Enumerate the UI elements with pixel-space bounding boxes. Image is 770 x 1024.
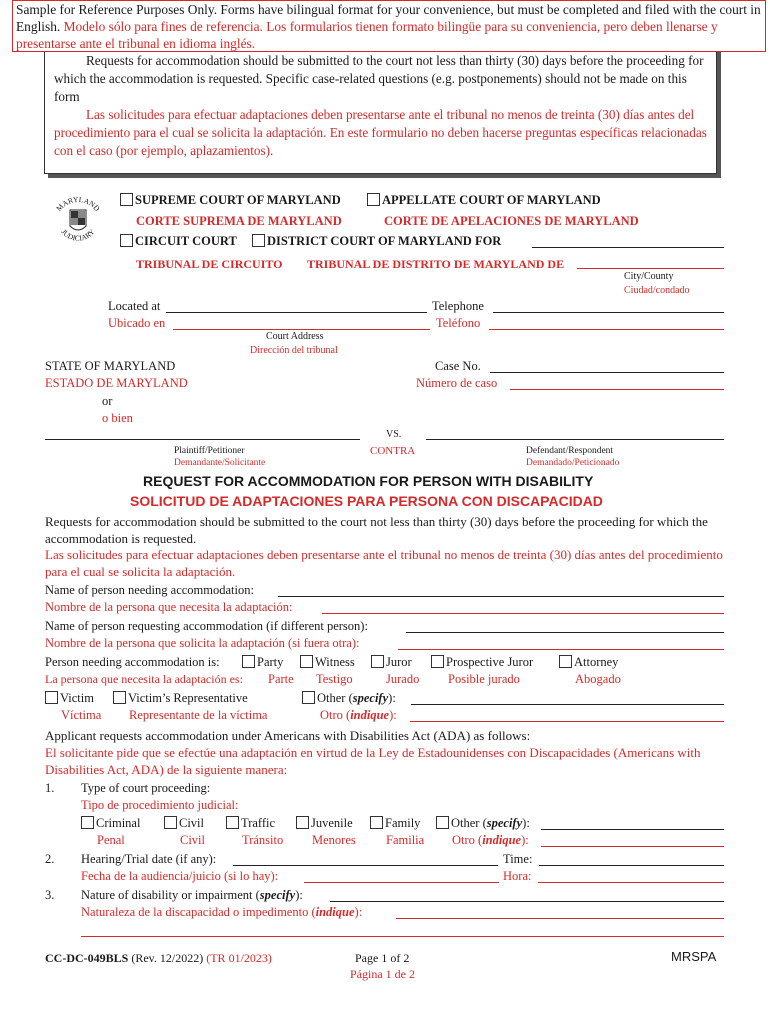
item-2-number: 2. xyxy=(45,852,55,866)
other-type-field-es xyxy=(541,846,724,847)
juror-checkbox[interactable] xyxy=(371,655,384,668)
other-role-checkbox[interactable] xyxy=(302,691,315,704)
family-label-es: Familia xyxy=(386,833,425,847)
person-is-label: Person needing accommodation is: xyxy=(45,655,220,669)
prospective-juror-label: Prospective Juror xyxy=(446,655,534,669)
other-label-es-end: ): xyxy=(389,708,397,722)
form-title-es: SOLICITUD DE ADAPTACIONES PARA PERSONA CON DISCAPACIDAD xyxy=(130,493,603,509)
ada-text: Applicant requests accommodation under Americans with Disabilities Act (ADA) as follows: xyxy=(45,728,531,743)
circuit-court-label-es: TRIBUNAL DE CIRCUITO xyxy=(136,257,283,271)
hearing-date-field-es xyxy=(304,882,499,883)
role-prospective-juror-option[interactable] xyxy=(431,655,533,670)
intro-text: Requests for accommodation should be submitted to the court not less than thirty (30) days before the proceeding for which the accommodation is requested. xyxy=(45,514,708,546)
district-court-label: DISTRICT COURT OF MARYLAND FOR xyxy=(267,234,502,248)
supreme-court-label-es: CORTE SUPREMA DE MARYLAND xyxy=(136,214,342,228)
item-1-number: 1. xyxy=(45,781,55,795)
case-number-field-es xyxy=(510,389,724,390)
svg-text:MARYLAND: MARYLAND xyxy=(54,194,102,214)
party-label-es: Parte xyxy=(268,672,294,686)
other-type-label-end: ): xyxy=(522,816,530,830)
time-label-es: Hora: xyxy=(503,869,532,883)
notice-spanish: Las solicitudes para efectuar adaptaciones deben presentarse ante el tribunal no menos de treinta (30) días antes del procedimiento para el cual se solicita la adaptación. En este formulario no deben hacerse preguntas específicas relacionadas con el caso (por ejemplo, aplazamientos). xyxy=(54,107,707,158)
court-address-field-es xyxy=(173,329,430,330)
nature-label xyxy=(81,888,303,903)
intro-text-es: Las solicitudes para efectuar adaptaciones deben presentarse ante el tribunal no menos de treinta (30) días antes del procedimiento para el cual se solicita la adaptación. xyxy=(45,547,723,579)
nature-label-start: Nature of disability or impairment ( xyxy=(81,888,260,902)
telephone-label: Telephone xyxy=(432,299,484,313)
other-indique-label: indique xyxy=(350,708,390,722)
other-specify-label: specify xyxy=(352,691,389,705)
proceeding-type-label-es: Tipo de procedimiento judicial: xyxy=(81,798,239,812)
witness-label: Witness xyxy=(315,655,355,669)
victim-label: Victim xyxy=(60,691,94,705)
district-court-label-es: TRIBUNAL DE DISTRITO DE MARYLAND DE xyxy=(307,257,565,271)
victim-rep-checkbox[interactable] xyxy=(113,691,126,704)
other-type-es-end: ): xyxy=(521,833,529,847)
attorney-label: Attorney xyxy=(574,655,619,669)
party-checkbox[interactable] xyxy=(242,655,255,668)
victim-rep-label-es: Representante de la víctima xyxy=(129,708,268,722)
type-other-option[interactable] xyxy=(436,816,530,831)
nature-label-end: ): xyxy=(295,888,303,902)
other-role-field[interactable] xyxy=(411,704,724,705)
other-type-field[interactable] xyxy=(541,829,724,830)
district-court-checkbox[interactable] xyxy=(252,234,265,247)
page-number-es: Página 1 de 2 xyxy=(350,967,415,981)
type-civil-option[interactable] xyxy=(164,816,204,831)
time-field[interactable] xyxy=(539,865,724,866)
case-number-label-es: Número de caso xyxy=(416,376,498,390)
traffic-label-es: Tránsito xyxy=(242,833,284,847)
reference-banner xyxy=(12,0,766,52)
city-county-label-es: Ciudad/condado xyxy=(624,285,690,296)
type-criminal-option[interactable] xyxy=(81,816,140,831)
court-address-field[interactable] xyxy=(166,312,427,313)
nature-label-es xyxy=(81,905,362,920)
attorney-checkbox[interactable] xyxy=(559,655,572,668)
nature-of-disability-field-es xyxy=(396,918,724,919)
other-role-field-es xyxy=(410,721,724,722)
or-label-es: o bien xyxy=(102,411,133,425)
court-address-caption: Court Address xyxy=(266,331,324,342)
appellate-court-option[interactable] xyxy=(367,193,601,208)
appellate-court-label: APPELLATE COURT OF MARYLAND xyxy=(382,193,601,207)
telephone-label-es: Teléfono xyxy=(436,316,481,330)
state-label: STATE OF MARYLAND xyxy=(45,359,176,373)
telephone-field[interactable] xyxy=(493,312,724,313)
role-party-option[interactable] xyxy=(242,655,283,670)
juvenile-label: Juvenile xyxy=(311,816,353,830)
role-other-option[interactable] xyxy=(302,691,396,706)
civil-label-es: Civil xyxy=(180,833,206,847)
vs-label-es: CONTRA xyxy=(370,445,416,457)
vs-label: VS. xyxy=(386,429,402,440)
role-attorney-option[interactable] xyxy=(559,655,618,670)
name-needing-field[interactable] xyxy=(278,596,724,597)
prospective-juror-checkbox[interactable] xyxy=(431,655,444,668)
notice-text xyxy=(54,52,710,160)
notice-english: Requests for accommodation should be submitted to the court not less than thirty (30) days before the proceeding for which the accommodation is requested. Specific case-related questions (e.g. postponements) should not be made on this form xyxy=(54,53,704,104)
role-witness-option[interactable] xyxy=(300,655,355,670)
witness-checkbox[interactable] xyxy=(300,655,313,668)
ada-text-es: El solicitante pide que se efectúe una adaptación en virtud de la Ley de Estadounidenses con Discapacidades (Americans with Disabilities Act, ADA) de la siguiente manera: xyxy=(45,745,701,777)
court-address-caption-es: Dirección del tribunal xyxy=(250,345,338,356)
case-number-field[interactable] xyxy=(490,372,724,373)
appellate-court-checkbox[interactable] xyxy=(367,193,380,206)
time-label: Time: xyxy=(503,852,533,866)
family-label: Family xyxy=(385,816,421,830)
circuit-court-option[interactable] xyxy=(120,234,237,249)
supreme-court-label: SUPREME COURT OF MARYLAND xyxy=(135,193,341,207)
or-label: or xyxy=(102,394,113,408)
criminal-label: Criminal xyxy=(96,816,141,830)
item-3-number: 3. xyxy=(45,888,55,902)
type-juvenile-option[interactable] xyxy=(296,816,353,831)
defendant-caption: Defendant/Respondent xyxy=(526,446,614,456)
nature-label-es-end: ): xyxy=(354,905,363,919)
hearing-date-label-es: Fecha de la audiencia/juicio (si lo hay): xyxy=(81,869,279,883)
mrspa-code: MRSPA xyxy=(671,949,717,964)
role-victim-rep-option[interactable] xyxy=(113,691,248,706)
form-id: CC-DC-049BLS xyxy=(45,951,129,965)
page-number: Page 1 of 2 xyxy=(355,951,410,965)
defendant-caption-es: Demandado/Peticionado xyxy=(526,458,620,468)
defendant-field[interactable] xyxy=(426,439,724,440)
district-county-field-es xyxy=(577,268,724,269)
circuit-court-checkbox[interactable] xyxy=(120,234,133,247)
criminal-label-es: Penal xyxy=(97,833,125,847)
criminal-checkbox[interactable] xyxy=(81,816,94,829)
traffic-label: Traffic xyxy=(241,816,276,830)
juror-label: Juror xyxy=(386,655,412,669)
victim-label-es: Víctima xyxy=(61,708,102,722)
other-label: Other ( xyxy=(317,691,353,705)
city-county-label: City/County xyxy=(624,271,674,282)
other-type-specify: specify xyxy=(486,816,523,830)
plaintiff-field[interactable] xyxy=(45,439,360,440)
victim-rep-label: Victim’s Representative xyxy=(128,691,248,705)
maryland-judiciary-seal xyxy=(48,190,108,250)
type-family-option[interactable] xyxy=(370,816,420,831)
other-type-es-start: Otro ( xyxy=(452,833,483,847)
form-revision: (Rev. 12/2022) xyxy=(131,951,204,965)
plaintiff-caption-es: Demandante/Solicitante xyxy=(174,458,266,468)
name-needing-label-es: Nombre de la persona que necesita la adaptación: xyxy=(45,600,293,614)
proceeding-type-label: Type of court proceeding: xyxy=(81,781,211,795)
role-juror-option[interactable] xyxy=(371,655,412,670)
supreme-court-option[interactable] xyxy=(120,193,341,208)
district-court-option[interactable] xyxy=(252,234,501,249)
role-victim-option[interactable] xyxy=(45,691,94,706)
hearing-date-label: Hearing/Trial date (if any): xyxy=(81,852,217,866)
other-type-label-es xyxy=(452,833,529,848)
other-type-label: Other ( xyxy=(451,816,487,830)
banner-english-text: Sample for Reference Purposes Only. Forms have bilingual format for your convenience, but must be completed and filed with the court in English. xyxy=(16,2,761,34)
nature-label-es-start: Naturaleza de la discapacidad o impedimento ( xyxy=(81,905,316,919)
juvenile-label-es: Menores xyxy=(312,833,356,847)
svg-text:JUDICIARY: JUDICIARY xyxy=(59,227,97,243)
state-label-es: ESTADO DE MARYLAND xyxy=(45,376,188,390)
form-title: REQUEST FOR ACCOMMODATION FOR PERSON WITH DISABILITY xyxy=(143,473,594,489)
hearing-date-field[interactable] xyxy=(233,865,498,866)
nature-of-disability-field[interactable] xyxy=(330,901,724,902)
appellate-court-label-es: CORTE DE APELACIONES DE MARYLAND xyxy=(384,214,639,228)
supreme-court-checkbox[interactable] xyxy=(120,193,133,206)
witness-label-es: Testigo xyxy=(316,672,353,686)
juror-label-es: Jurado xyxy=(386,672,420,686)
attorney-label-es: Abogado xyxy=(575,672,621,686)
form-translation-rev: (TR 01/2023) xyxy=(206,951,272,965)
type-traffic-option[interactable] xyxy=(226,816,275,831)
party-label: Party xyxy=(257,655,284,669)
located-at-label-es: Ubicado en xyxy=(108,316,166,330)
circuit-court-label: CIRCUIT COURT xyxy=(135,234,237,248)
name-requesting-field-es xyxy=(398,649,724,650)
other-label-es-start: Otro ( xyxy=(320,708,351,722)
prospective-juror-label-es: Posible jurado xyxy=(448,672,520,686)
district-county-field[interactable] xyxy=(532,247,724,248)
civil-label: Civil xyxy=(179,816,205,830)
name-needing-field-es xyxy=(322,613,724,614)
civil-checkbox[interactable] xyxy=(164,816,177,829)
time-field-es xyxy=(538,882,724,883)
nature-indique: indique xyxy=(315,905,355,919)
name-requesting-label-es: Nombre de la persona que solicita la adaptación (si fuera otra): xyxy=(45,636,360,650)
other-type-indique: indique xyxy=(482,833,522,847)
traffic-checkbox[interactable] xyxy=(226,816,239,829)
nature-specify: specify xyxy=(259,888,296,902)
person-is-label-es: La persona que necesita la adaptación es: xyxy=(45,672,243,686)
case-number-label: Case No. xyxy=(435,359,481,373)
name-needing-label: Name of person needing accommodation: xyxy=(45,583,254,597)
nature-extra-line[interactable] xyxy=(81,936,724,937)
plaintiff-caption: Plaintiff/Petitioner xyxy=(174,446,245,456)
name-requesting-field[interactable] xyxy=(406,632,724,633)
other-label-es xyxy=(320,708,397,723)
family-checkbox[interactable] xyxy=(370,816,383,829)
banner-spanish-text: Modelo sólo para fines de referencia. Los formularios tienen formato bilingüe para su conveniencia, pero deben llenarse y presentarse ante el tribunal en idioma inglés. xyxy=(16,19,718,51)
other-label-end: ): xyxy=(388,691,396,705)
telephone-field-es xyxy=(489,329,724,330)
other-type-checkbox[interactable] xyxy=(436,816,449,829)
juvenile-checkbox[interactable] xyxy=(296,816,309,829)
form-id-footer xyxy=(45,951,272,966)
name-requesting-label: Name of person requesting accommodation (if different person): xyxy=(45,619,368,633)
located-at-label: Located at xyxy=(108,299,161,313)
victim-checkbox[interactable] xyxy=(45,691,58,704)
